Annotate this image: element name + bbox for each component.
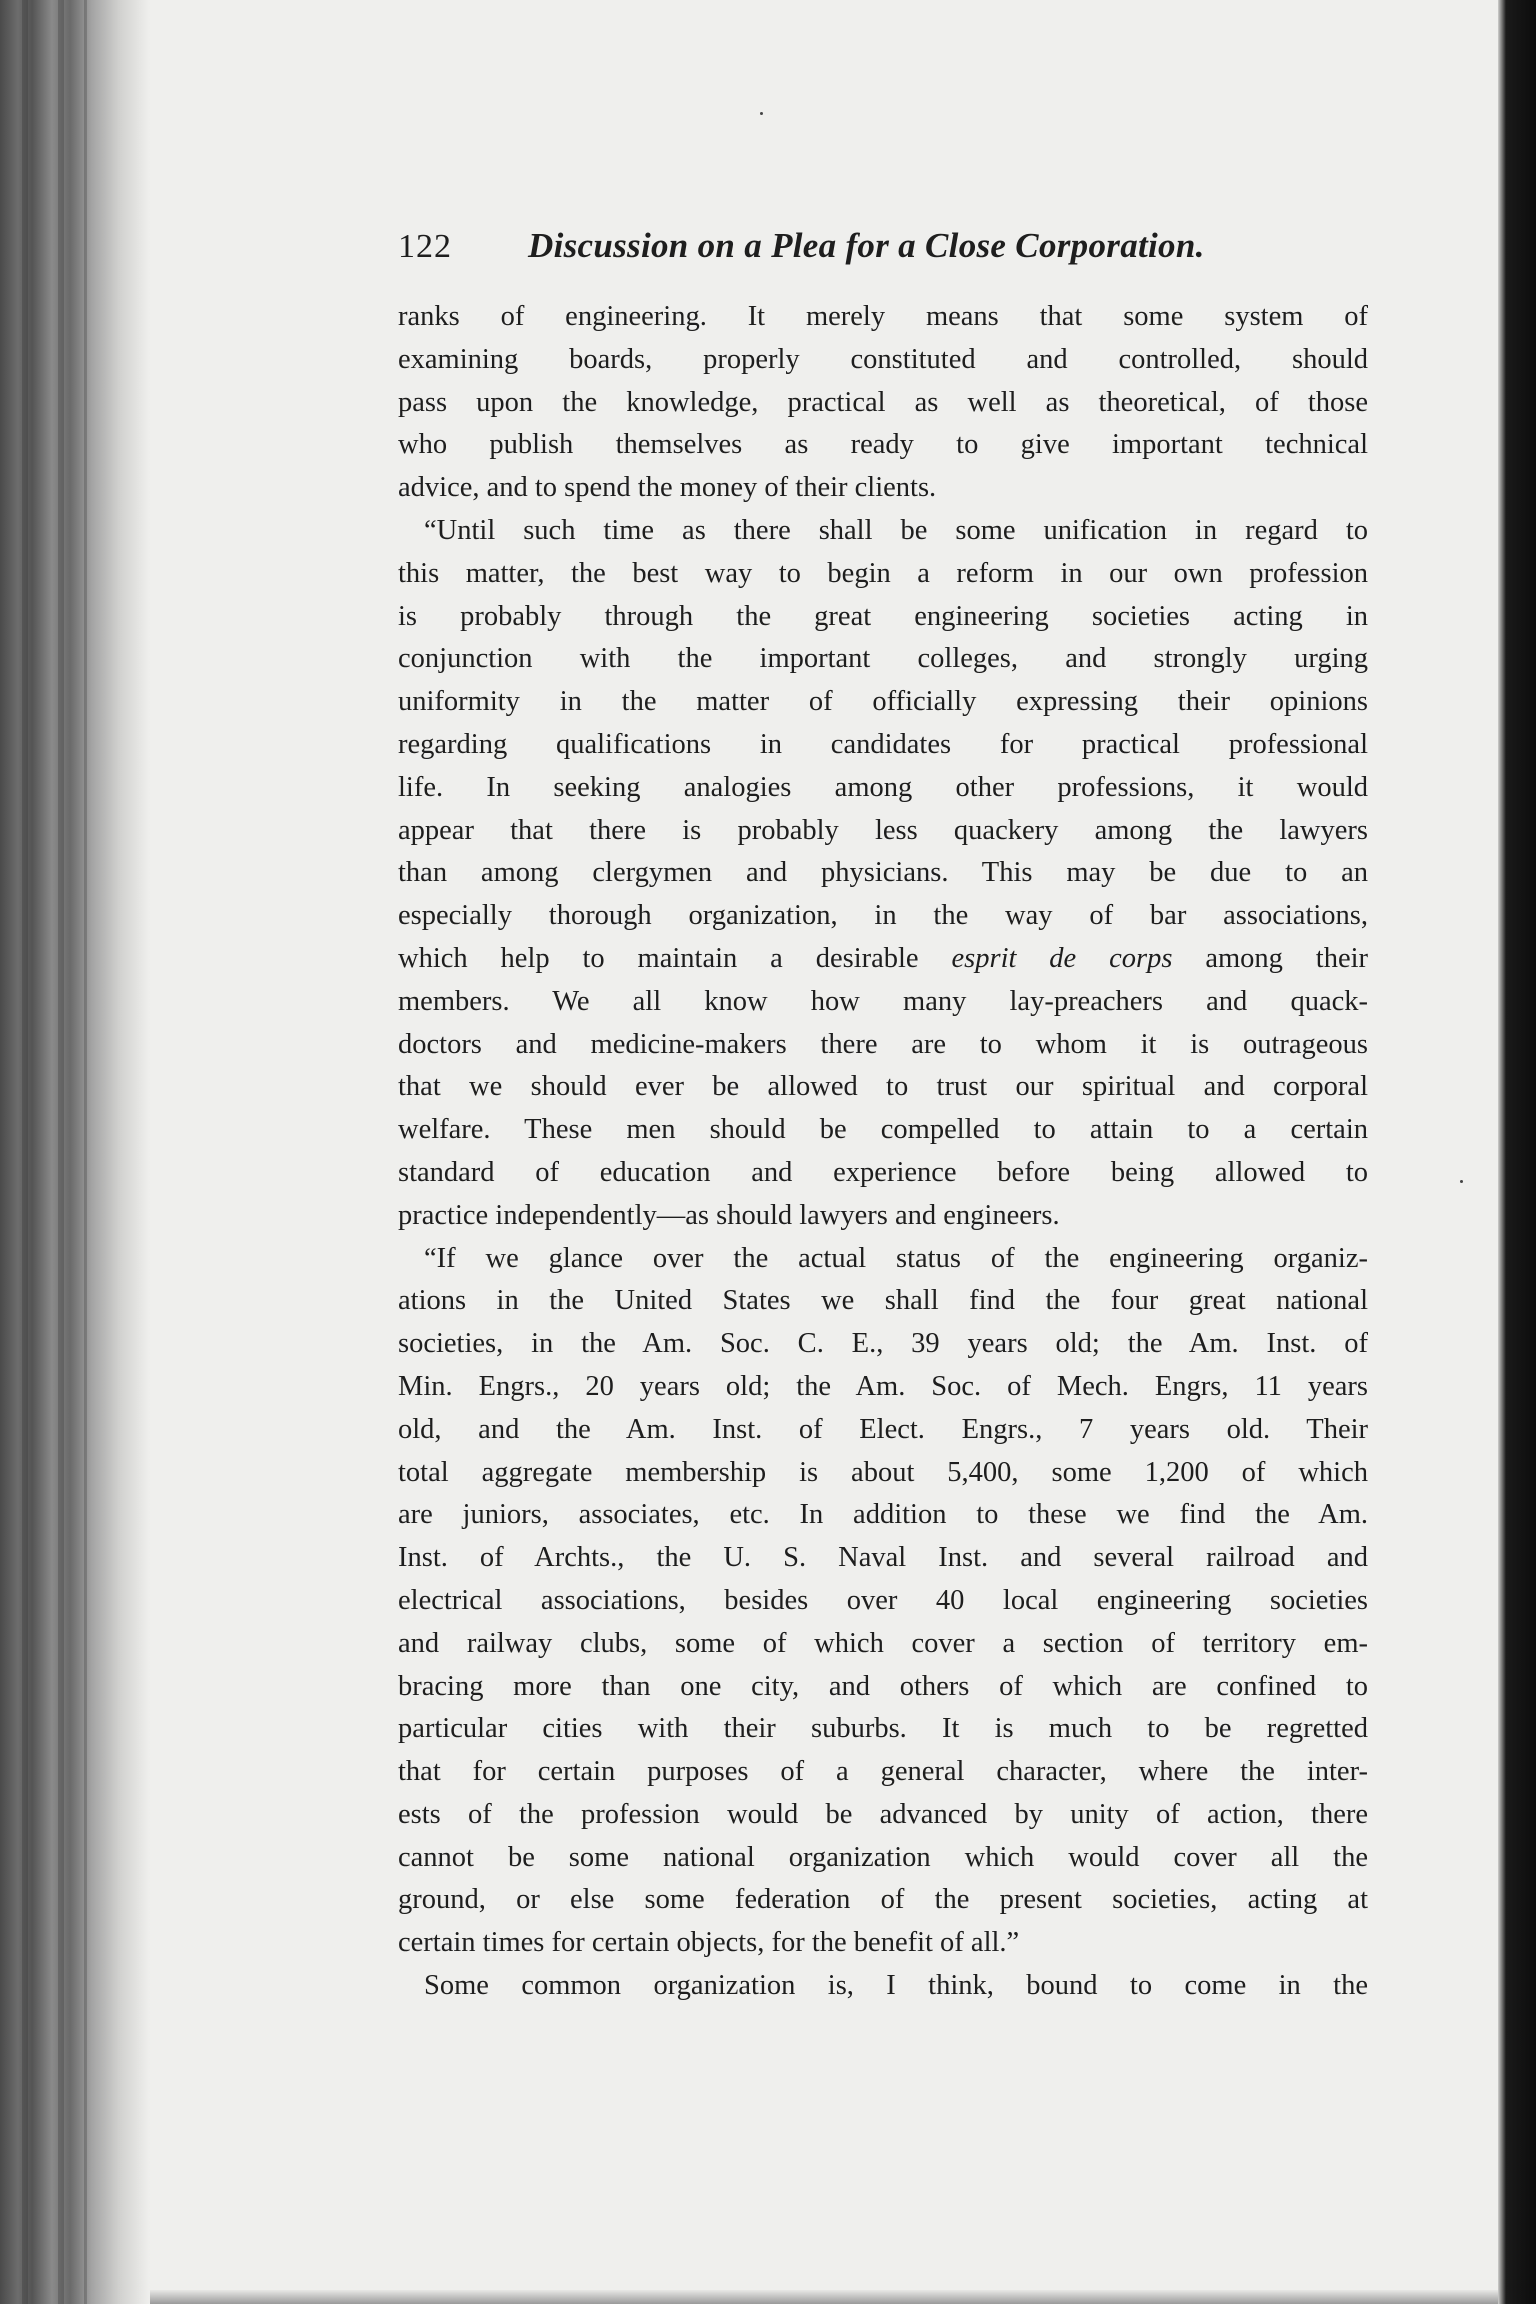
text-line: and railway clubs, some of which cover a section of territory em- (398, 1627, 1368, 1659)
text-line: advice, and to spend the money of their clients. (398, 472, 937, 504)
gutter-streak (58, 0, 64, 2304)
page-text-block (398, 226, 1368, 2008)
text-line: are juniors, associates, etc. In addition to these we find the Am. (398, 1499, 1368, 1531)
running-title: Discussion on a Plea for a Close Corporation. (528, 226, 1205, 265)
text-line: especially thorough organization, in the way of bar associations, (398, 900, 1368, 932)
text-line: welfare. These men should be compelled to attain to a certain (398, 1114, 1368, 1146)
paragraph (398, 296, 1368, 510)
text-line: uniformity in the matter of officially expressing their opinions (398, 686, 1368, 718)
page-number: 122 (398, 228, 452, 265)
paragraph (398, 510, 1368, 1238)
text-line: is probably through the great engineering societies acting in (398, 600, 1368, 632)
text-line: “If we glance over the actual status of the engineering organiz- (424, 1242, 1368, 1274)
text-line: than among clergymen and physicians. This may be due to an (398, 857, 1368, 889)
text-line: standard of education and experience before being allowed to (398, 1156, 1368, 1188)
text-line: ests of the profession would be advanced by unity of action, there (398, 1798, 1368, 1830)
text-line: life. In seeking analogies among other professions, it would (398, 771, 1368, 803)
text-line: old, and the Am. Inst. of Elect. Engrs., 7 years old. Their (398, 1413, 1368, 1445)
text-line: examining boards, properly constituted and controlled, should (398, 343, 1368, 375)
text-line: who publish themselves as ready to give important technical (398, 429, 1368, 461)
text-line: total aggregate membership is about 5,400, some 1,200 of which (398, 1456, 1368, 1488)
text-line: “Until such time as there shall be some unification in regard to (424, 514, 1368, 546)
text-line: certain times for certain objects, for the benefit of all.” (398, 1927, 1020, 1959)
text-line: practice independently—as should lawyers and engineers. (398, 1199, 1060, 1231)
text-line: that we should ever be allowed to trust our spiritual and corporal (398, 1071, 1368, 1103)
text-line: Min. Engrs., 20 years old; the Am. Soc. of Mech. Engrs, 11 years (398, 1370, 1368, 1402)
text-line: ranks of engineering. It merely means that some system of (398, 301, 1368, 332)
text-line: doctors and medicine-makers there are to whom it is outrageous (398, 1028, 1368, 1060)
text-line: electrical associations, besides over 40 local engineering societies (398, 1584, 1368, 1616)
book-gutter-shadow (0, 0, 150, 2304)
text-line: regarding qualifications in candidates for practical professional (398, 728, 1368, 760)
text-line: Some common organization is, I think, bound to come in the (424, 1970, 1368, 2002)
text-line: this matter, the best way to begin a reform in our own profession (398, 557, 1368, 589)
facing-page-edge (1498, 0, 1536, 2304)
text-line: societies, in the Am. Soc. C. E., 39 years old; the Am. Inst. of (398, 1328, 1368, 1360)
text-line: cannot be some national organization which would cover all the (398, 1841, 1368, 1873)
text-line: conjunction with the important colleges, and strongly urging (398, 643, 1368, 675)
italic-phrase: esprit de corps (951, 942, 1173, 974)
paragraph (398, 1238, 1368, 1966)
text-line: that for certain purposes of a general character, where the inter- (398, 1756, 1368, 1788)
text-line: members. We all know how many lay-preachers and quack- (398, 985, 1368, 1017)
page-bottom-edge (150, 2290, 1498, 2304)
scan-speck (1460, 1180, 1463, 1183)
text-line: which help to maintain a desirable esprit de corps among their (398, 942, 1368, 974)
text-line: appear that there is probably less quackery among the lawyers (398, 814, 1368, 846)
gutter-streak (84, 0, 87, 2304)
text-line: particular cities with their suburbs. It is much to be regretted (398, 1713, 1368, 1745)
page-header (398, 226, 1368, 282)
text-line: ations in the United States we shall find the four great national (398, 1285, 1368, 1317)
text-line: Inst. of Archts., the U. S. Naval Inst. and several railroad and (398, 1542, 1368, 1574)
text-line: ground, or else some federation of the present societies, acting at (398, 1884, 1368, 1916)
paragraph (398, 1965, 1368, 2008)
gutter-streak (22, 0, 28, 2304)
body-text (398, 296, 1368, 2008)
text-line: pass upon the knowledge, practical as well as theoretical, of those (398, 386, 1368, 418)
text-line: bracing more than one city, and others of which are confined to (398, 1670, 1368, 1702)
scan-speck (760, 112, 763, 115)
